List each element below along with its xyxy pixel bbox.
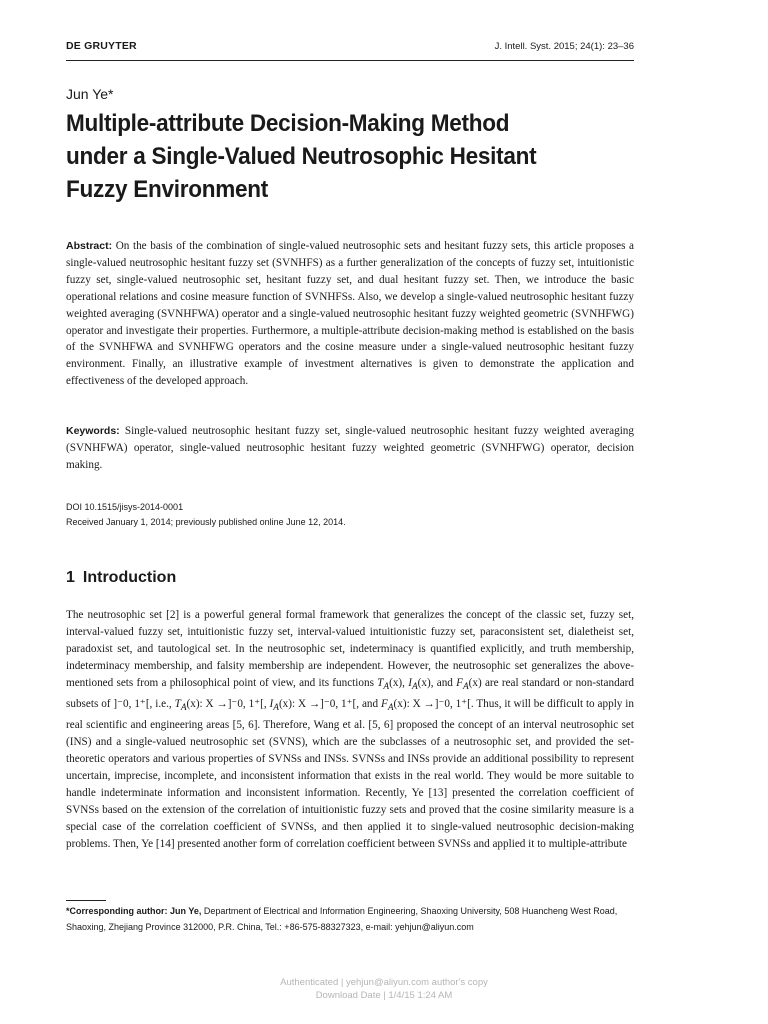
- section-title: Introduction: [82, 569, 177, 586]
- author-name: Jun Ye*: [66, 86, 114, 102]
- article-meta: [66, 500, 346, 529]
- doi: DOI 10.1515/jisys-2014-0001: [66, 502, 184, 512]
- watermark-line: Download Date | 1/4/15 1:24 AM: [315, 990, 453, 1001]
- section-number: 1: [66, 569, 75, 586]
- footnote-divider: [66, 900, 106, 901]
- watermark-line: Authenticated | yehjun@aliyun.com author's copy: [280, 977, 488, 988]
- abstract: [66, 238, 634, 390]
- running-header: [66, 40, 634, 61]
- abstract-text: On the basis of the combination of single-valued neutrosophic sets and hesitant fuzzy sets, this article proposes a single-valued neutrosophic hesitant fuzzy set (SVNHFS) as a further generalization of the concepts of fuzzy set, intuitionistic fuzzy set, single-valued neutrosophic set, hesitant fuzzy set, and dual hesitant fuzzy set. Then, we introduce the basic operational relations and cosine measure function of SVNHFSs. Also, we develop a single-valued neutrosophic hesitant fuzzy weighted averaging (SVNHFWA) operator and a single-valued neutrosophic hesitant fuzzy weighted geometric (SVNHFWG) operator and investigate their properties. Furthermore, a multiple-attribute decision-making method is established on the basis of the SVNHFWA and SVNHFWG operators and the cosine measure under a single-valued neutrosophic hesitant fuzzy environment. Finally, an illustrative example of investment alternatives is given to demonstrate the application and effectiveness of the developed approach.: [66, 240, 634, 388]
- keywords-label: Keywords:: [66, 425, 120, 437]
- introduction-paragraph: The neutrosophic set [2] is a powerful general formal framework that generalizes the concept of the classic set, fuzzy set, interval-valued fuzzy set, intuitionistic fuzzy set, interval-valued intuitionistic fuzzy set, paraconsistent set, dialetheist set, paradoxist set, and tautological set. In the neutrosophic set, indeterminacy is quantified explicitly, and truth membership, indeterminacy membership, and falsity membership are independent. However, the neutrosophic set generalizes the above-mentioned sets from a philosophical point of view, and its functions $T_A(x)$, $I_A(x)$, and $F_A(x)$ are real standard or non-standard subsets of ]⁻0, 1⁺[, i.e., $T_A(x)$: X →]⁻0, 1⁺[, $I_A(x)$: X →]⁻0, 1⁺[, and $F_A(x)$: X →]⁻0, 1⁺[. Thus, it will be difficult to apply in real scientific and engineering areas [5, 6]. Therefore, Wang et al. [5, 6] proposed the concept of an interval neutrosophic set (INS) and a single-valued neutrosophic set (SVNS), which are the subclasses of a neutrosophic set, and provided the set-theoretic operators and various properties of SVNSs and INSs. SVNSs and INSs provide an additional possibility to represent uncertain, imprecise, incomplete, and inconsistent information that exists in the real world. They would be more suitable to handle indeterminate information and inconsistent information. Recently, Ye [13] presented the correlation coefficient of SVNSs based on the extension of the correlation of intuitionistic fuzzy sets and proved that the cosine similarity measure is a special case of the correlation coefficient of SVNSs, and then applied it to single-valued neutrosophic decision-making problems. Then, Ye [14] presented another form of correlation coefficient between SVNSs and applied it to multiple-attribute: [66, 609, 634, 850]
- title-line: Fuzzy Environment: [66, 176, 268, 203]
- abstract-label: Abstract:: [66, 240, 113, 252]
- footnote-text: Department of Electrical and Information Engineering, Shaoxing University, 508 Huancheng West Road, Shaoxing, Zhejiang Province 312000, P.R. China, Tel.: +86-575-88327323, e-mail: yehjun@aliyun.com: [66, 906, 618, 932]
- keywords: [66, 423, 634, 474]
- title-line: Multiple-attribute Decision-Making Method: [66, 110, 510, 137]
- section-heading: [66, 569, 176, 587]
- received-date: Received January 1, 2014; previously published online June 12, 2014.: [66, 516, 346, 527]
- publisher-name: DE GRUYTER: [66, 40, 137, 52]
- title-line: under a Single-Valued Neutrosophic Hesitant: [66, 143, 537, 170]
- journal-citation: J. Intell. Syst. 2015; 24(1): 23–36: [494, 41, 634, 52]
- keywords-text: Single-valued neutrosophic hesitant fuzzy set, single-valued neutrosophic hesitant fuzzy weighted averaging (SVNHFWA) operator, single-valued neutrosophic hesitant fuzzy weighted geometric (SVNHFWG) operator, decision making.: [66, 425, 634, 471]
- footnote-label: *Corresponding author: Jun Ye,: [66, 906, 202, 916]
- corresponding-author-footnote: [66, 904, 634, 935]
- paper-title: [66, 107, 609, 206]
